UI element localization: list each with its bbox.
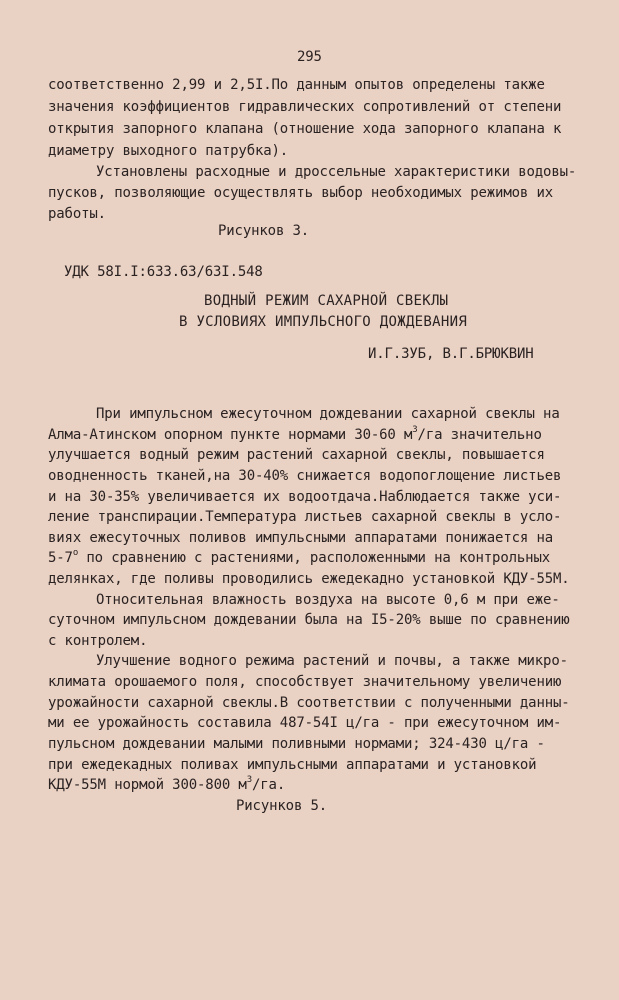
- text-line: КДУ-55М нормой 300-800 $м^3/га$.: [48, 775, 286, 793]
- page-number: 295: [297, 49, 322, 65]
- text-line: оводненность тканей,на 30-40% снижается водопоглощение листьев: [48, 468, 562, 484]
- text-line: открытия запорного клапана (отношение хода запорного клапана к: [48, 121, 562, 137]
- article-title-line-1: ВОДНЫЙ РЕЖИМ САХАРНОЙ СВЕКЛЫ: [204, 293, 449, 309]
- text-line: виях ежесуточных поливов импульсными аппаратами понижается на: [48, 530, 554, 546]
- text-line: и на 30-35% увеличивается их водоотдача.Наблюдается также уси-: [48, 489, 562, 505]
- text-line: значения коэффициентов гидравлических сопротивлений от степени: [48, 99, 562, 115]
- text-line: Улучшение водного режима растений и почвы, а также микро-: [96, 653, 568, 669]
- text-line: при ежедекадных поливах импульсными аппаратами и установкой: [48, 757, 537, 773]
- text-line: ми ее урожайность составила 487-54I ц/га - при ежесуточном им-: [48, 715, 562, 731]
- udk-code: УДК 58I.I:633.63/63I.548: [64, 264, 263, 280]
- text-line: работы.: [48, 206, 106, 222]
- figures-count-end: Рисунков 5.: [236, 798, 328, 814]
- text-line: пусков, позволяющие осуществлять выбор необходимых режимов их: [48, 185, 554, 201]
- text-line: улучшается водный режим растений сахарной свеклы, повышается: [48, 447, 545, 463]
- figures-count-previous: Рисунков 3.: [218, 223, 310, 239]
- text-line: делянках, где поливы проводились ежедекадно установкой КДУ-55М.: [48, 571, 570, 587]
- article-title-line-2: В УСЛОВИЯХ ИМПУЛЬСНОГО ДОЖДЕВАНИЯ: [179, 314, 468, 330]
- text-line: урожайности сахарной свеклы.В соответствии с полученными данны-: [48, 695, 570, 711]
- authors: И.Г.ЗУБ, В.Г.БРЮКВИН: [368, 346, 534, 362]
- text-line: Алма-Атинском опорном пункте нормами 30-60 $м^3/га$ значительно: [48, 425, 542, 443]
- text-line: диаметру выходного патрубка).: [48, 143, 289, 159]
- text-line: $5-7^о$ по сравнению с растениями, расположенными на контрольных: [48, 548, 551, 566]
- text-line: пульсном дождевании малыми поливными нормами; 324-430 ц/га -: [48, 736, 545, 752]
- text-line: климата орошаемого поля, способствует значительному увеличению: [48, 674, 562, 690]
- text-line: соответственно 2,99 и 2,5I.По данным опытов определены также: [48, 77, 545, 93]
- text-line: Установлены расходные и дроссельные характеристики водовы-: [96, 164, 577, 180]
- text-line: При импульсном ежесуточном дождевании сахарной свеклы на: [96, 406, 560, 422]
- text-line: ление транспирации.Температура листьев сахарной свеклы в усло-: [48, 509, 562, 525]
- text-line: с контролем.: [48, 633, 148, 649]
- text-line: суточном импульсном дождевании была на I5-20% выше по сравнению: [48, 612, 570, 628]
- text-line: Относительная влажность воздуха на высоте 0,6 м при еже-: [96, 592, 560, 608]
